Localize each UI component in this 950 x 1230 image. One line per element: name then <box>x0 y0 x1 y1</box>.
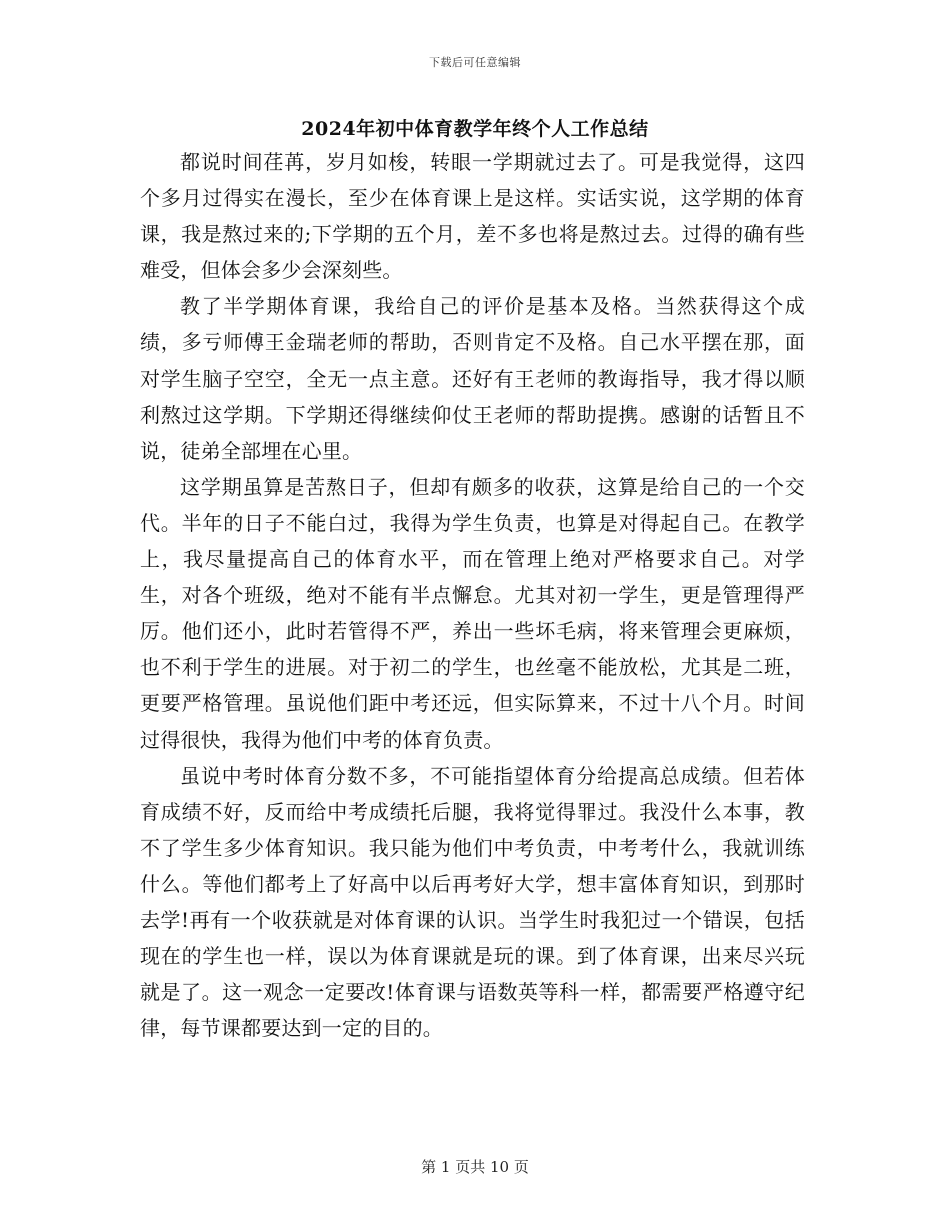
paragraph-2: 教了半学期体育课，我给自己的评价是基本及格。当然获得这个成绩，多亏师傅王金瑞老师的帮助，否则肯定不及格。自己水平摆在那，面对学生脑子空空，全无一点主意。还好有王老师的教诲指导，我才得以顺利熬过这学期。下学期还得继续仰仗王老师的帮助提携。感谢的话暂且不说，徒弟全部埋在心里。 <box>140 294 805 463</box>
document-body <box>140 144 805 1046</box>
paragraph-1: 都说时间荏苒，岁月如梭，转眼一学期就过去了。可是我觉得，这四个多月过得实在漫长，至少在体育课上是这样。实话实说，这学期的体育课，我是熬过来的;下学期的五个月，差不多也将是熬过去。过得的确有些难受，但体会多少会深刻些。 <box>140 150 805 283</box>
paragraph-3: 这学期虽算是苦熬日子，但却有颇多的收获，这算是给自己的一个交代。半年的日子不能白过，我得为学生负责，也算是对得起自己。在教学上，我尽量提高自己的体育水平，而在管理上绝对严格要求自己。对学生，对各个班级，绝对不能有半点懈怠。尤其对初一学生，更是管理得严厉。他们还小，此时若管得不严，养出一些坏毛病，将来管理会更麻烦，也不利于学生的进展。对于初二的学生，也丝毫不能放松，尤其是二班，更要严格管理。虽说他们距中考还远，但实际算来，不过十八个月。时间过得很快，我得为他们中考的体育负责。 <box>140 474 805 752</box>
page-number-footer: 第 1 页共 10 页 <box>421 1158 529 1176</box>
document-title: 2024年初中体育教学年终个人工作总结 <box>301 118 649 140</box>
header-note: 下载后可任意编辑 <box>429 56 521 69</box>
paragraph-4: 虽说中考时体育分数不多，不可能指望体育分给提高总成绩。但若体育成绩不好，反而给中考成绩托后腿，我将觉得罪过。我没什么本事，教不了学生多少体育知识。我只能为他们中考负责，中考考什么，我就训练什么。等他们都考上了好高中以后再考好大学，想丰富体育知识，到那时去学!再有一个收获就是对体育课的认识。当学生时我犯过一个错误，包括现在的学生也一样，误以为体育课就是玩的课。到了体育课，出来尽兴玩就是了。这一观念一定要改!体育课与语数英等科一样，都需要严格遵守纪律，每节课都要达到一定的目的。 <box>140 763 805 1041</box>
